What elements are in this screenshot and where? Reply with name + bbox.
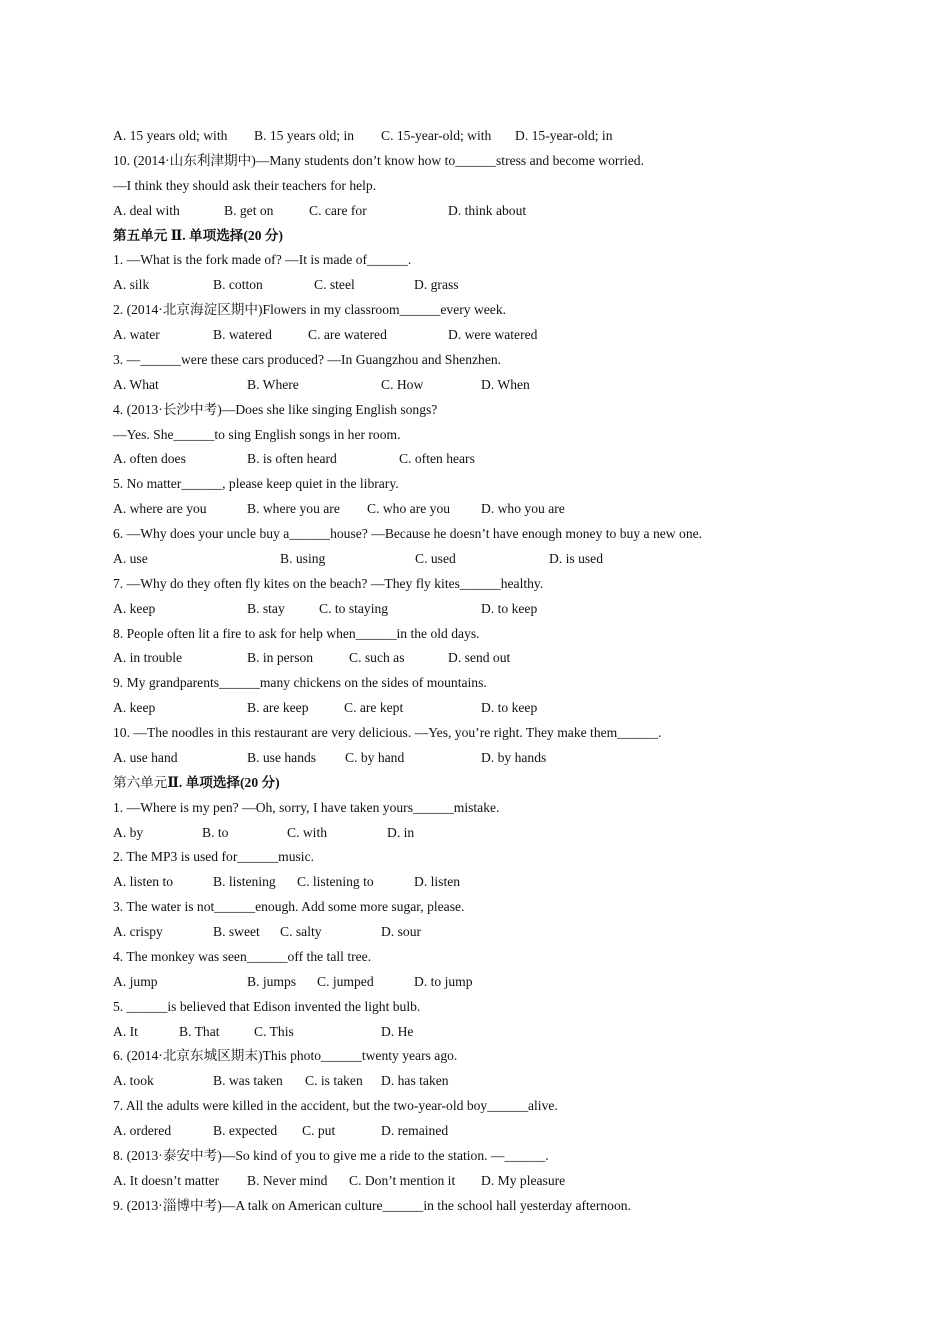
- section-heading-unit: 第六单元: [113, 774, 168, 790]
- answer-option: C. put: [302, 1123, 336, 1138]
- answer-option: D. is used: [549, 550, 603, 566]
- answer-option: C. to staying: [319, 600, 389, 616]
- answer-option: A. use hand: [113, 749, 178, 765]
- answer-option: B. was taken: [213, 1073, 283, 1089]
- answer-option: D. has taken: [381, 1073, 449, 1089]
- answer-option: D. He: [381, 1023, 414, 1039]
- question-text: 9. (2013·淄博中考)—A talk on American culture______in the school hall yesterday afternoon.: [113, 1197, 631, 1213]
- answer-option: D. to keep: [481, 600, 538, 616]
- option-row: [113, 1119, 913, 1144]
- answer-option: B. stay: [247, 600, 285, 616]
- answer-option: D. grass: [414, 277, 459, 293]
- answer-option: C. salty: [280, 924, 322, 939]
- answer-option: D. remained: [381, 1123, 449, 1138]
- question-text: 3. —______were these cars produced? —In Guangzhou and Shenzhen.: [113, 351, 502, 367]
- option-row: [113, 646, 913, 671]
- answer-option: D. in: [387, 824, 415, 840]
- answer-option: D. by hands: [481, 749, 547, 765]
- option-row: [113, 323, 913, 348]
- question-text: 2. The MP3 is used for______music.: [113, 849, 315, 865]
- section-heading-title: Ⅱ. 单项选择(20 分): [167, 774, 280, 790]
- worksheet-page: [113, 124, 913, 1219]
- option-row: [113, 547, 913, 572]
- question-text: 8. (2013·泰安中考)—So kind of you to give me a ride to the station. —______.: [113, 1147, 549, 1163]
- answer-option: A. took: [113, 1073, 154, 1089]
- question-text: 10. —The noodles in this restaurant are very delicious. —Yes, you’re right. They make them______.: [113, 725, 662, 740]
- question-text: 5. ______is believed that Edison invented the light bulb.: [113, 998, 421, 1014]
- answer-option: B. jumps: [247, 973, 297, 989]
- question-text: 3. The water is not______enough. Add some more sugar, please.: [113, 899, 465, 915]
- question-text: 9. My grandparents______many chickens on the sides of mountains.: [113, 675, 487, 691]
- answer-option: A. in trouble: [113, 650, 183, 666]
- answer-option: C. How: [381, 376, 424, 392]
- answer-option: C. who are you: [367, 501, 451, 517]
- answer-option: A. where are you: [113, 501, 207, 517]
- option-row: [113, 870, 913, 895]
- option-row: [113, 124, 913, 149]
- answer-option: C. listening to: [297, 874, 374, 890]
- answer-option: B. expected: [213, 1123, 278, 1138]
- option-row: [113, 920, 913, 945]
- question-text: 6. —Why does your uncle buy a______house? —Because he doesn’t have enough money to buy a new one.: [113, 526, 703, 541]
- answer-option: A. What: [113, 376, 159, 392]
- option-row: [113, 497, 913, 522]
- answer-option: B. 15 years old; in: [254, 128, 355, 143]
- question-text: 5. No matter______, please keep quiet in the library.: [113, 476, 399, 492]
- answer-option: B. to: [202, 824, 229, 840]
- question-text: 4. (2013·长沙中考)—Does she like singing English songs?: [113, 401, 438, 417]
- answer-option: B. sweet: [213, 924, 260, 939]
- answer-option: B. use hands: [247, 749, 317, 765]
- answer-option: C. Don’t mention it: [349, 1172, 456, 1188]
- option-row: [113, 970, 913, 995]
- option-row: [113, 1169, 913, 1194]
- answer-option: A. listen to: [113, 874, 174, 890]
- answer-option: A. crispy: [113, 924, 163, 939]
- answer-option: C. is taken: [305, 1073, 363, 1089]
- answer-option: A. jump: [113, 973, 158, 989]
- answer-option: A. use: [113, 550, 148, 566]
- answer-option: C. This: [254, 1023, 294, 1039]
- question-text: 8. People often lit a fire to ask for help when______in the old days.: [113, 625, 480, 641]
- answer-option: A. deal with: [113, 202, 180, 218]
- answer-option: C. with: [287, 824, 328, 840]
- answer-option: A. It: [113, 1023, 138, 1039]
- section-heading: 第五单元 Ⅱ. 单项选择(20 分): [113, 227, 284, 243]
- answer-option: D. When: [481, 376, 530, 392]
- answer-option: D. listen: [414, 874, 461, 890]
- option-row: [113, 746, 913, 771]
- answer-option: D. send out: [448, 650, 511, 666]
- option-row: [113, 597, 913, 622]
- answer-option: A. keep: [113, 700, 156, 716]
- answer-option: D. to keep: [481, 700, 538, 716]
- option-row: [113, 821, 913, 846]
- answer-option: D. were watered: [448, 327, 538, 342]
- answer-option: A. silk: [113, 277, 150, 293]
- answer-option: C. jumped: [317, 973, 374, 989]
- answer-option: A. keep: [113, 600, 156, 616]
- answer-option: C. often hears: [399, 451, 475, 467]
- question-text: 10. (2014·山东利津期中)—Many students don’t know how to______stress and become worried.: [113, 152, 644, 168]
- answer-option: B. Never mind: [247, 1172, 328, 1188]
- answer-option: D. My pleasure: [481, 1172, 566, 1188]
- answer-option: D. to jump: [414, 973, 473, 989]
- answer-option: B. Where: [247, 376, 299, 392]
- answer-option: C. are watered: [308, 327, 387, 342]
- option-row: [113, 273, 913, 298]
- answer-option: C. steel: [314, 277, 355, 293]
- question-text: 4. The monkey was seen______off the tall tree.: [113, 948, 372, 964]
- answer-option: A. 15 years old; with: [113, 128, 228, 143]
- section-heading: [113, 771, 913, 796]
- question-text: —I think they should ask their teachers for help.: [113, 177, 377, 193]
- option-row: [113, 373, 913, 398]
- answer-option: C. such as: [349, 650, 405, 666]
- question-text: 7. All the adults were killed in the accident, but the two-year-old boy______alive.: [113, 1098, 558, 1114]
- question-text: 1. —Where is my pen? —Oh, sorry, I have taken yours______mistake.: [113, 799, 500, 815]
- answer-option: C. 15-year-old; with: [381, 128, 492, 143]
- answer-option: C. care for: [309, 202, 367, 218]
- answer-option: B. using: [280, 550, 326, 566]
- option-row: [113, 447, 913, 472]
- answer-option: B. get on: [224, 202, 274, 218]
- answer-option: A. It doesn’t matter: [113, 1172, 220, 1188]
- answer-option: C. used: [415, 550, 456, 566]
- answer-option: B. is often heard: [247, 451, 337, 467]
- answer-option: D. think about: [448, 202, 527, 218]
- answer-option: C. by hand: [345, 749, 405, 765]
- answer-option: B. cotton: [213, 277, 263, 293]
- answer-option: A. ordered: [113, 1123, 172, 1138]
- answer-option: B. listening: [213, 874, 276, 890]
- question-text: 1. —What is the fork made of? —It is made of______.: [113, 252, 412, 268]
- answer-option: B. watered: [213, 327, 272, 342]
- answer-option: B. in person: [247, 650, 314, 666]
- option-row: [113, 199, 913, 224]
- question-text: 2. (2014·北京海淀区期中)Flowers in my classroom______every week.: [113, 302, 507, 318]
- answer-option: D. who you are: [481, 501, 565, 517]
- option-row: [113, 696, 913, 721]
- answer-option: C. are kept: [344, 700, 404, 716]
- answer-option: B. That: [179, 1023, 220, 1039]
- answer-option: B. where you are: [247, 501, 340, 517]
- answer-option: D. sour: [381, 924, 422, 939]
- answer-option: A. water: [113, 327, 160, 342]
- answer-option: A. by: [113, 824, 144, 840]
- answer-option: D. 15-year-old; in: [515, 128, 613, 143]
- option-row: [113, 1069, 913, 1094]
- question-text: —Yes. She______to sing English songs in her room.: [113, 426, 401, 442]
- answer-option: A. often does: [113, 451, 186, 467]
- question-text: 7. —Why do they often fly kites on the beach? —They fly kites______healthy.: [113, 575, 544, 591]
- option-row: [113, 1020, 913, 1045]
- question-text: 6. (2014·北京东城区期末)This photo______twenty years ago.: [113, 1048, 458, 1064]
- answer-option: B. are keep: [247, 700, 309, 716]
